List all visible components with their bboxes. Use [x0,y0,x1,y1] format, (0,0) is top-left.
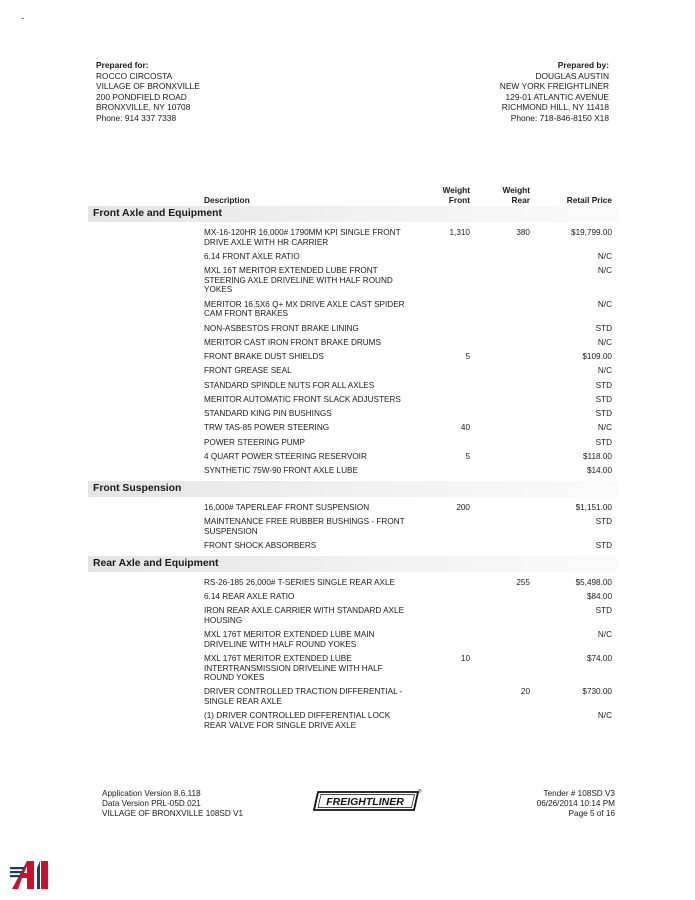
table-header [0,183,695,205]
item-description: MXL 176T MERITOR EXTENDED LUBE INTERTRANSMISSION DRIVELINE WITH HALF ROUND YOKES [204,653,383,683]
data-version: Data Version PRL-05D.021 [102,799,201,809]
item-weight-front: 40 [460,423,470,433]
item-weight-front: 5 [465,352,470,362]
table-row [88,324,618,334]
item-retail-price: STD [595,606,612,616]
table-row [88,381,618,391]
freightliner-logo-icon [312,789,422,813]
prepared-for-line: ROCCO CIRCOSTA [96,70,173,81]
column-header-weight-rear-line2: Rear [511,195,530,205]
prepared-by-line: Phone: 718-846-8150 X18 [510,112,609,123]
table-row [88,409,618,419]
page-number: Page 5 of 16 [568,809,615,819]
item-weight-rear: 380 [516,228,530,237]
item-description: IRON REAR AXLE CARRIER WITH STANDARD AXLE HOUSING [204,606,405,625]
item-retail-price: STD [595,541,612,551]
section-header: Rear Axle and Equipment [88,556,618,572]
column-header-weight-front-line2: Front [448,195,470,205]
table-row [88,366,618,376]
table-row [88,541,618,551]
item-description: STANDARD SPINDLE NUTS FOR ALL AXLES [204,380,375,390]
item-description: MXL 16T MERITOR EXTENDED LUBE FRONT STEERING AXLE DRIVELINE WITH HALF ROUND YOKES [204,266,393,295]
tender-date: 06/26/2014 10:14 PM [536,799,615,809]
table-row [88,592,618,602]
table-row [88,654,618,683]
table-row [88,452,618,462]
item-description: RS-26-185 26,000# T-SERIES SINGLE REAR AXLE [204,577,395,587]
prepared-for-line: Phone: 914 337 7338 [96,112,177,123]
prepared-for-label: Prepared for: [96,60,149,70]
table-row [88,395,618,405]
table-row [88,503,618,513]
item-description: MXL 176T MERITOR EXTENDED LUBE MAIN DRIVELINE WITH HALF ROUND YOKES [204,630,375,649]
footer-left [102,789,243,820]
item-retail-price: $5,498.00 [575,577,612,587]
item-retail-price: N/C [597,630,612,640]
item-description: FRONT SHOCK ABSORBERS [204,541,317,551]
column-header-weight-front [434,185,470,205]
column-header-weight-rear [494,185,530,205]
item-description: MERITOR CAST IRON FRONT BRAKE DRUMS [204,337,381,347]
table-row [88,606,618,625]
footer-right [500,789,615,820]
document-reference: VILLAGE OF BRONXVILLE 108SD V1 [102,809,244,819]
item-description: MAINTENANCE FREE RUBBER BUSHINGS - FRONT SUSPENSION [204,517,405,536]
item-retail-price: $118.00 [583,452,612,462]
application-version: Application Version 8.6.118 [102,789,201,798]
item-retail-price: $84.00 [586,591,612,601]
item-description: MERITOR AUTOMATIC FRONT SLACK ADJUSTERS [204,394,401,404]
freightliner-logo-text: FREIGHTLINER [326,796,404,808]
scan-mark [21,18,24,19]
equipment-table [88,206,618,736]
section-header: Front Suspension [88,481,618,497]
registered-mark: ® [418,789,422,795]
table-row [88,578,618,588]
site-watermark-icon [10,858,64,892]
item-retail-price: $730.00 [582,687,612,697]
item-retail-price: N/C [597,711,612,721]
item-description: NON-ASBESTOS FRONT BRAKE LINING [204,323,359,333]
item-description: TRW TAS-85 POWER STEERING [204,423,330,433]
item-retail-price: N/C [597,266,612,276]
column-header-weight-rear-line1: Weight [502,185,530,195]
prepared-by-line: DOUGLAS AUSTIN [535,70,609,81]
item-description: MERITOR 16.5X6 Q+ MX DRIVE AXLE CAST SPIDER CAM FRONT BRAKES [204,299,405,319]
table-row [88,438,618,448]
item-weight-front: 1,310 [449,228,470,237]
item-retail-price: STD [595,394,612,404]
item-retail-price: STD [595,517,612,527]
prepared-for-line: BRONXVILLE, NY 10708 [96,102,191,113]
item-description: DRIVER CONTROLLED TRACTION DIFFERENTIAL - SINGLE REAR AXLE [204,687,403,707]
item-retail-price: STD [595,323,612,333]
prepared-by-line: 129-01 ATLANTIC AVENUE [505,91,609,102]
item-weight-front: 200 [456,502,470,512]
table-row [88,630,618,649]
item-retail-price: $109.00 [582,352,612,362]
table-row [88,266,618,295]
item-retail-price: N/C [597,337,612,347]
item-retail-price: N/C [597,423,612,433]
prepared-by-line: RICHMOND HILL, NY 11418 [501,102,609,113]
item-weight-rear: 20 [520,687,530,697]
item-retail-price: N/C [597,299,612,309]
table-row [88,228,618,247]
item-retail-price: STD [595,380,612,390]
item-description: 4 QUART POWER STEERING RESERVOIR [204,452,367,462]
section-spacer [88,731,618,736]
column-header-weight-front-line1: Weight [442,185,470,195]
table-row [88,423,618,433]
prepared-by-block [470,60,609,124]
item-description: MX-16-120HR 16,000# 1790MM KPI SINGLE FRONT DRIVE AXLE WITH HR CARRIER [204,228,401,247]
table-row [88,338,618,348]
item-description: 16,000# TAPERLEAF FRONT SUSPENSION [204,502,370,512]
table-row [88,687,618,706]
item-description: FRONT GREASE SEAL [204,366,292,376]
prepared-for-block [96,60,200,124]
item-retail-price: $14.00 [586,466,612,476]
item-description: FRONT BRAKE DUST SHIELDS [204,352,324,362]
table-row [88,517,618,536]
column-header-description: Description [204,195,250,205]
column-header-retail-price: Retail Price [566,195,612,205]
item-weight-rear: 255 [516,577,530,587]
section-header: Front Axle and Equipment [88,206,618,222]
table-row [88,300,618,319]
item-retail-price: STD [595,409,612,419]
item-description: STANDARD KING PIN BUSHINGS [204,409,332,419]
item-weight-front: 5 [465,452,470,462]
table-row [88,466,618,476]
item-description: POWER STEERING PUMP [204,437,305,447]
item-retail-price: STD [595,437,612,447]
table-row [88,352,618,362]
tender-number: Tender # 108SD V3 [543,789,615,798]
item-description: SYNTHETIC 75W-90 FRONT AXLE LUBE [204,466,358,476]
item-retail-price: N/C [597,251,612,261]
item-weight-front: 10 [460,653,470,663]
item-retail-price: $74.00 [586,653,612,663]
prepared-by-label: Prepared by: [557,60,609,70]
prepared-for-line: VILLAGE OF BRONXVILLE [96,81,200,92]
prepared-by-line: NEW YORK FREIGHTLINER [499,81,609,92]
item-description: 6.14 REAR AXLE RATIO [204,591,295,601]
item-retail-price: $1,151.00 [575,502,612,512]
table-row [88,711,618,730]
item-retail-price: N/C [597,366,612,376]
table-row [88,252,618,262]
prepared-for-line: 200 PONDFIELD ROAD [96,91,187,102]
item-description: 6.14 FRONT AXLE RATIO [204,251,300,261]
item-description: (1) DRIVER CONTROLLED DIFFERENTIAL LOCK REAR VALVE FOR SINGLE DRIVE AXLE [204,711,391,730]
item-retail-price: $19,799.00 [571,228,612,237]
